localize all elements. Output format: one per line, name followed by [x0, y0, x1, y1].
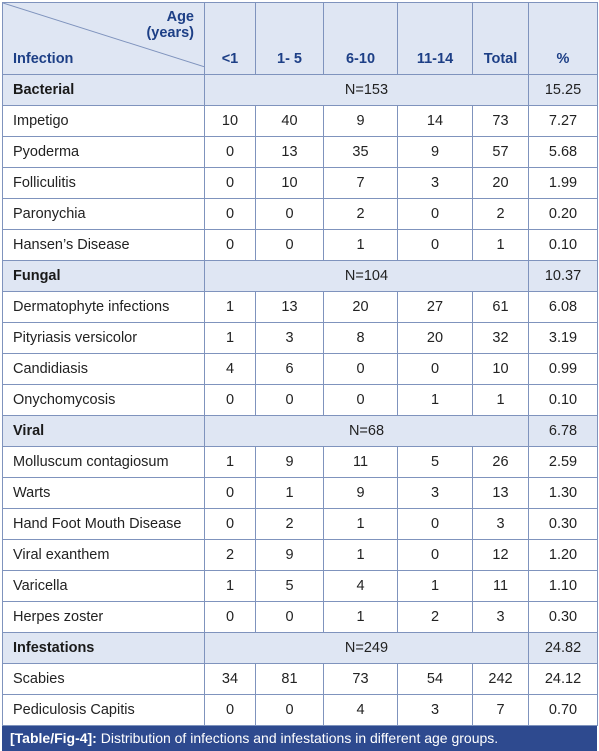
table-cell: 1 [256, 478, 324, 509]
table-cell: 26 [473, 447, 529, 478]
infection-name: Pityriasis versicolor [3, 323, 205, 354]
category-percent: 10.37 [529, 261, 598, 292]
table-cell: 3 [473, 602, 529, 633]
category-name: Bacterial [3, 75, 205, 106]
table-cell: 1 [324, 230, 398, 261]
table-cell: 0 [256, 230, 324, 261]
table-cell: 7 [473, 695, 529, 726]
category-row [3, 633, 598, 664]
table-cell: 0 [205, 478, 256, 509]
table-cell: 2.59 [529, 447, 598, 478]
table-cell: 35 [324, 137, 398, 168]
table-cell: 2 [398, 602, 473, 633]
table-cell: 0.99 [529, 354, 598, 385]
table-cell: 0 [205, 168, 256, 199]
category-percent: 6.78 [529, 416, 598, 447]
infection-name: Varicella [3, 571, 205, 602]
table-row [3, 230, 598, 261]
table-cell: 1 [324, 540, 398, 571]
table-cell: 0.10 [529, 385, 598, 416]
table-row [3, 323, 598, 354]
table-row [3, 168, 598, 199]
category-count: N=249 [205, 633, 529, 664]
table-cell: 0 [205, 199, 256, 230]
table-cell: 0.20 [529, 199, 598, 230]
table-cell: 40 [256, 106, 324, 137]
table-cell: 1 [205, 447, 256, 478]
table-cell: 0.10 [529, 230, 598, 261]
table-row [3, 385, 598, 416]
table-cell: 0 [205, 230, 256, 261]
table-cell: 73 [473, 106, 529, 137]
infection-header-label: Infection [13, 51, 74, 67]
table-cell: 1.20 [529, 540, 598, 571]
table-cell: 0 [398, 230, 473, 261]
infection-name: Hansen’s Disease [3, 230, 205, 261]
table-row [3, 664, 598, 695]
table-cell: 13 [256, 292, 324, 323]
category-count: N=104 [205, 261, 529, 292]
table-cell: 10 [473, 354, 529, 385]
table-cell: 10 [256, 168, 324, 199]
column-header: 11-14 [398, 3, 473, 75]
table-row [3, 354, 598, 385]
table-cell: 1 [205, 323, 256, 354]
table-cell: 0 [256, 385, 324, 416]
table-row [3, 199, 598, 230]
table-cell: 0 [256, 199, 324, 230]
table-cell: 9 [398, 137, 473, 168]
infection-name: Pediculosis Capitis [3, 695, 205, 726]
column-header: % [529, 3, 598, 75]
table-cell: 0 [398, 199, 473, 230]
column-header: 6-10 [324, 3, 398, 75]
caption-text: Distribution of infections and infestations in different age groups. [96, 730, 499, 746]
table-cell: 4 [324, 695, 398, 726]
column-header: <1 [205, 3, 256, 75]
infection-name: Scabies [3, 664, 205, 695]
table-cell: 34 [205, 664, 256, 695]
table-row [3, 509, 598, 540]
infection-name: Herpes zoster [3, 602, 205, 633]
category-count: N=68 [205, 416, 529, 447]
table-body [3, 75, 598, 726]
category-percent: 24.82 [529, 633, 598, 664]
infections-table [2, 2, 598, 726]
table-cell: 0.30 [529, 602, 598, 633]
table-cell: 0 [205, 137, 256, 168]
table-cell: 1.10 [529, 571, 598, 602]
table-cell: 10 [205, 106, 256, 137]
caption-label: [Table/Fig-4]: [10, 730, 97, 746]
table-cell: 3 [398, 695, 473, 726]
table-cell: 54 [398, 664, 473, 695]
table-cell: 13 [256, 137, 324, 168]
category-row [3, 416, 598, 447]
table-cell: 3 [473, 509, 529, 540]
infection-name: Folliculitis [3, 168, 205, 199]
table-cell: 2 [205, 540, 256, 571]
table-cell: 0 [398, 509, 473, 540]
table-cell: 0 [205, 509, 256, 540]
table-row [3, 137, 598, 168]
table-cell: 11 [324, 447, 398, 478]
table-cell: 73 [324, 664, 398, 695]
infection-name: Pyoderma [3, 137, 205, 168]
table-cell: 5 [398, 447, 473, 478]
table-cell: 57 [473, 137, 529, 168]
table-cell: 1 [398, 571, 473, 602]
table-cell: 3 [256, 323, 324, 354]
table-cell: 11 [473, 571, 529, 602]
table-row [3, 602, 598, 633]
table-cell: 0 [398, 354, 473, 385]
table-cell: 12 [473, 540, 529, 571]
category-name: Infestations [3, 633, 205, 664]
table-cell: 2 [324, 199, 398, 230]
column-header: 1- 5 [256, 3, 324, 75]
table-cell: 24.12 [529, 664, 598, 695]
table-cell: 32 [473, 323, 529, 354]
table-cell: 242 [473, 664, 529, 695]
table-cell: 3 [398, 168, 473, 199]
table-row [3, 571, 598, 602]
category-percent: 15.25 [529, 75, 598, 106]
table-cell: 27 [398, 292, 473, 323]
infection-name: Hand Foot Mouth Disease [3, 509, 205, 540]
table-cell: 20 [473, 168, 529, 199]
table-row [3, 695, 598, 726]
table-cell: 0 [205, 385, 256, 416]
table-cell: 2 [473, 199, 529, 230]
table-cell: 0 [324, 385, 398, 416]
table-cell: 9 [256, 447, 324, 478]
table-cell: 8 [324, 323, 398, 354]
infection-name: Candidiasis [3, 354, 205, 385]
table-cell: 3 [398, 478, 473, 509]
table-row [3, 292, 598, 323]
infection-name: Warts [3, 478, 205, 509]
table-cell: 9 [324, 478, 398, 509]
table-cell: 81 [256, 664, 324, 695]
table-cell: 20 [324, 292, 398, 323]
table-cell: 5 [256, 571, 324, 602]
table-cell: 9 [256, 540, 324, 571]
table-cell: 1 [473, 230, 529, 261]
infection-name: Molluscum contagiosum [3, 447, 205, 478]
table-cell: 0.70 [529, 695, 598, 726]
table-cell: 2 [256, 509, 324, 540]
infection-name: Dermatophyte infections [3, 292, 205, 323]
table-caption [2, 726, 597, 751]
table-cell: 1 [473, 385, 529, 416]
table-cell: 9 [324, 106, 398, 137]
header-row [3, 3, 598, 75]
table-cell: 1.30 [529, 478, 598, 509]
table-cell: 0 [205, 602, 256, 633]
category-row [3, 75, 598, 106]
category-count: N=153 [205, 75, 529, 106]
table-cell: 0 [324, 354, 398, 385]
category-name: Viral [3, 416, 205, 447]
table-cell: 20 [398, 323, 473, 354]
table-cell: 1.99 [529, 168, 598, 199]
category-name: Fungal [3, 261, 205, 292]
table-cell: 4 [205, 354, 256, 385]
table-cell: 1 [205, 292, 256, 323]
table-cell: 5.68 [529, 137, 598, 168]
table-cell: 7 [324, 168, 398, 199]
table-figure [2, 2, 597, 751]
infection-name: Viral exanthem [3, 540, 205, 571]
table-cell: 0 [205, 695, 256, 726]
table-cell: 0.30 [529, 509, 598, 540]
infection-name: Onychomycosis [3, 385, 205, 416]
table-cell: 1 [324, 602, 398, 633]
table-row [3, 478, 598, 509]
infection-name: Paronychia [3, 199, 205, 230]
category-row [3, 261, 598, 292]
table-row [3, 447, 598, 478]
table-cell: 1 [324, 509, 398, 540]
table-cell: 6.08 [529, 292, 598, 323]
table-cell: 0 [256, 695, 324, 726]
table-cell: 3.19 [529, 323, 598, 354]
table-cell: 0 [256, 602, 324, 633]
table-cell: 13 [473, 478, 529, 509]
table-row [3, 106, 598, 137]
table-cell: 0 [398, 540, 473, 571]
table-cell: 14 [398, 106, 473, 137]
age-header-label: Age (years) [146, 9, 194, 41]
table-cell: 1 [205, 571, 256, 602]
table-cell: 7.27 [529, 106, 598, 137]
diagonal-header-cell [3, 3, 205, 75]
table-cell: 61 [473, 292, 529, 323]
table-row [3, 540, 598, 571]
table-cell: 4 [324, 571, 398, 602]
table-cell: 1 [398, 385, 473, 416]
infection-name: Impetigo [3, 106, 205, 137]
column-header: Total [473, 3, 529, 75]
table-cell: 6 [256, 354, 324, 385]
